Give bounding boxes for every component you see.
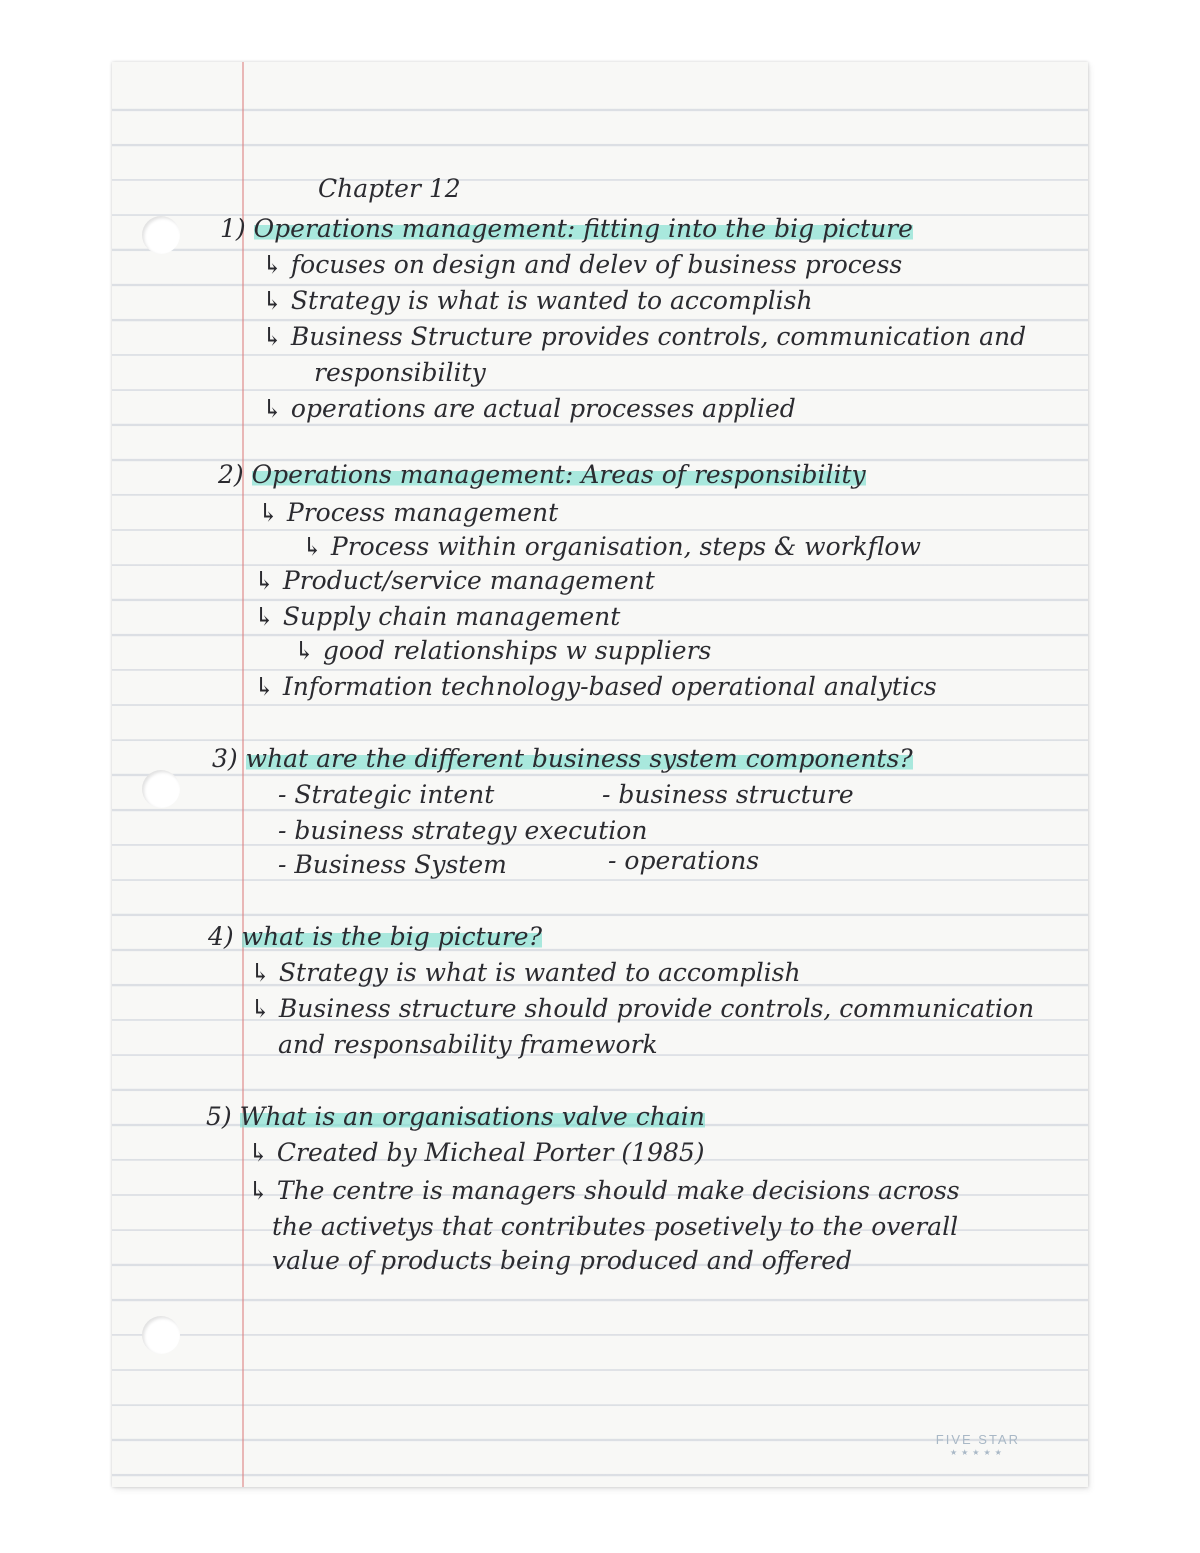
section-4-item: and responsability framework <box>278 1030 658 1059</box>
section-5-item: ↳ Created by Micheal Porter (1985) <box>248 1138 705 1167</box>
section-5-item: the activetys that contributes posetively to the overall <box>272 1212 959 1241</box>
section-number: 1) <box>220 214 246 243</box>
section-1-item: responsibility <box>314 358 486 387</box>
section-4-item: ↳ Business structure should provide controls, communication <box>250 994 1035 1023</box>
brand-name: FIVE STAR <box>935 1432 1020 1447</box>
section-1-item: ↳ operations are actual processes applied <box>262 394 796 423</box>
section-2-heading <box>218 458 866 492</box>
section-3-item: - Strategic intent <box>278 780 495 809</box>
section-heading-text: What is an organisations valve chain <box>239 1102 705 1131</box>
page-title: Chapter 12 <box>318 174 461 203</box>
section-heading-text: what are the different business system components? <box>245 744 913 773</box>
section-2-item: ↳ Product/service management <box>254 566 655 595</box>
section-2-item: ↳ Process management <box>258 498 559 527</box>
punch-hole-middle <box>142 770 180 808</box>
section-1-heading <box>220 212 913 246</box>
section-3-item: - business structure <box>602 780 854 809</box>
section-2-item: ↳ Process within organisation, steps & workflow <box>302 532 921 561</box>
section-2-item: ↳ Information technology-based operational analytics <box>254 672 937 701</box>
section-5-heading <box>206 1100 705 1134</box>
section-4-item: ↳ Strategy is what is wanted to accomplish <box>250 958 801 987</box>
section-2-item: ↳ Supply chain management <box>254 602 621 631</box>
notebook-paper <box>112 62 1088 1487</box>
section-number: 5) <box>206 1102 232 1131</box>
section-1-item: ↳ Strategy is what is wanted to accomplish <box>262 286 813 315</box>
section-1-item: ↳ focuses on design and delev of business process <box>262 250 903 279</box>
section-2-item: ↳ good relationships w suppliers <box>294 636 712 665</box>
section-3-item: - business strategy execution <box>278 816 648 845</box>
section-4-heading <box>208 920 542 954</box>
section-heading-text: Operations management: Areas of responsibility <box>251 460 866 489</box>
section-number: 2) <box>218 460 244 489</box>
brand-logo <box>936 1432 1020 1457</box>
section-3-item: - operations <box>608 846 760 875</box>
section-heading-text: what is the big picture? <box>241 922 542 951</box>
punch-hole-bottom <box>142 1316 180 1354</box>
section-5-item: value of products being produced and offered <box>272 1246 853 1275</box>
section-5-item: ↳ The centre is managers should make decisions across <box>248 1176 960 1205</box>
section-heading-text: Operations management: fitting into the big picture <box>253 214 913 243</box>
section-3-item: - Business System <box>278 850 507 879</box>
brand-stars: ★★★★★ <box>949 1448 1006 1457</box>
punch-hole-top <box>142 216 180 254</box>
section-1-item: ↳ Business Structure provides controls, communication and <box>262 322 1027 351</box>
section-number: 4) <box>208 922 234 951</box>
section-3-heading <box>212 742 913 776</box>
section-number: 3) <box>212 744 238 773</box>
